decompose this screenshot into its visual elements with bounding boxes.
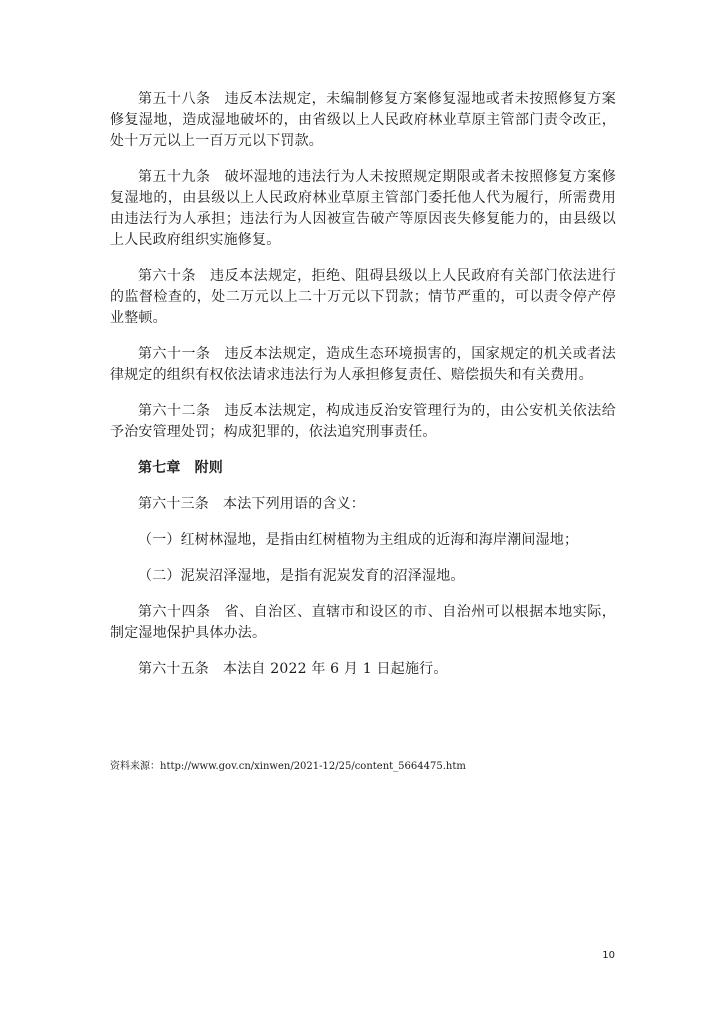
article-number: 第六十五条 bbox=[138, 661, 209, 677]
article-59 bbox=[110, 167, 616, 251]
chapter-heading bbox=[110, 458, 616, 479]
article-58 bbox=[110, 89, 616, 152]
definition-item: （二）泥炭沼泽湿地，是指有泥炭发育的沼泽湿地。 bbox=[138, 568, 465, 584]
article-text: 本法下列用语的含义： bbox=[223, 496, 365, 512]
article-text: 省、自治区、直辖市和设区的市、自治州可以根据本地实际，制定湿地保护具体办法。 bbox=[110, 604, 617, 641]
article-text: 破坏湿地的违法行为人未按照规定期限或者未按照修复方案修复湿地的，由县级以上人民政府林业草原主管部门委托他人代为履行，所需费用由违法行为人承担；违法行为人因被宣告破产等原因丧失修复能力的，由县级以上人民政府组织实施修复。 bbox=[110, 169, 617, 248]
source-citation: 资料来源：http://www.gov.cn/xinwen/2021-12/25/content_5664475.htm bbox=[110, 761, 466, 772]
document-body bbox=[110, 89, 616, 695]
article-number: 第六十三条 bbox=[138, 496, 209, 512]
article-63 bbox=[110, 494, 616, 515]
article-64 bbox=[110, 602, 616, 644]
chapter-number: 第七章 bbox=[138, 460, 181, 476]
article-number: 第五十八条 bbox=[138, 91, 211, 107]
page-number: 10 bbox=[602, 950, 615, 961]
article-number: 第六十一条 bbox=[138, 346, 211, 362]
article-text: 违反本法规定，造成生态环境损害的，国家规定的机关或者法律规定的组织有权依法请求违法行为人承担修复责任、赔偿损失和有关费用。 bbox=[110, 346, 617, 383]
article-number: 第六十二条 bbox=[138, 403, 211, 419]
article-text: 违反本法规定，未编制修复方案修复湿地或者未按照修复方案修复湿地，造成湿地破坏的，由省级以上人民政府林业草原主管部门责令改正，处十万元以上一百万元以下罚款。 bbox=[110, 91, 617, 149]
article-number: 第五十九条 bbox=[138, 169, 211, 185]
article-text: 违反本法规定，拒绝、阻碍县级以上人民政府有关部门依法进行的监督检查的，处二万元以上二十万元以下罚款；情节严重的，可以责令停产停业整顿。 bbox=[110, 268, 616, 326]
chapter-title: 附则 bbox=[194, 460, 224, 476]
article-text: 本法自 2022 年 6 月 1 日起施行。 bbox=[223, 661, 448, 677]
article-65 bbox=[110, 659, 616, 680]
article-text: 违反本法规定，构成违反治安管理行为的，由公安机关依法给予治安管理处罚；构成犯罪的，依法追究刑事责任。 bbox=[110, 403, 617, 440]
article-number: 第六十四条 bbox=[138, 604, 211, 620]
article-number: 第六十条 bbox=[138, 268, 197, 284]
article-61 bbox=[110, 344, 616, 386]
definition-item: （一）红树林湿地，是指由红树植物为主组成的近海和海岸潮间湿地； bbox=[138, 532, 579, 548]
article-60 bbox=[110, 266, 616, 329]
article-62 bbox=[110, 401, 616, 443]
